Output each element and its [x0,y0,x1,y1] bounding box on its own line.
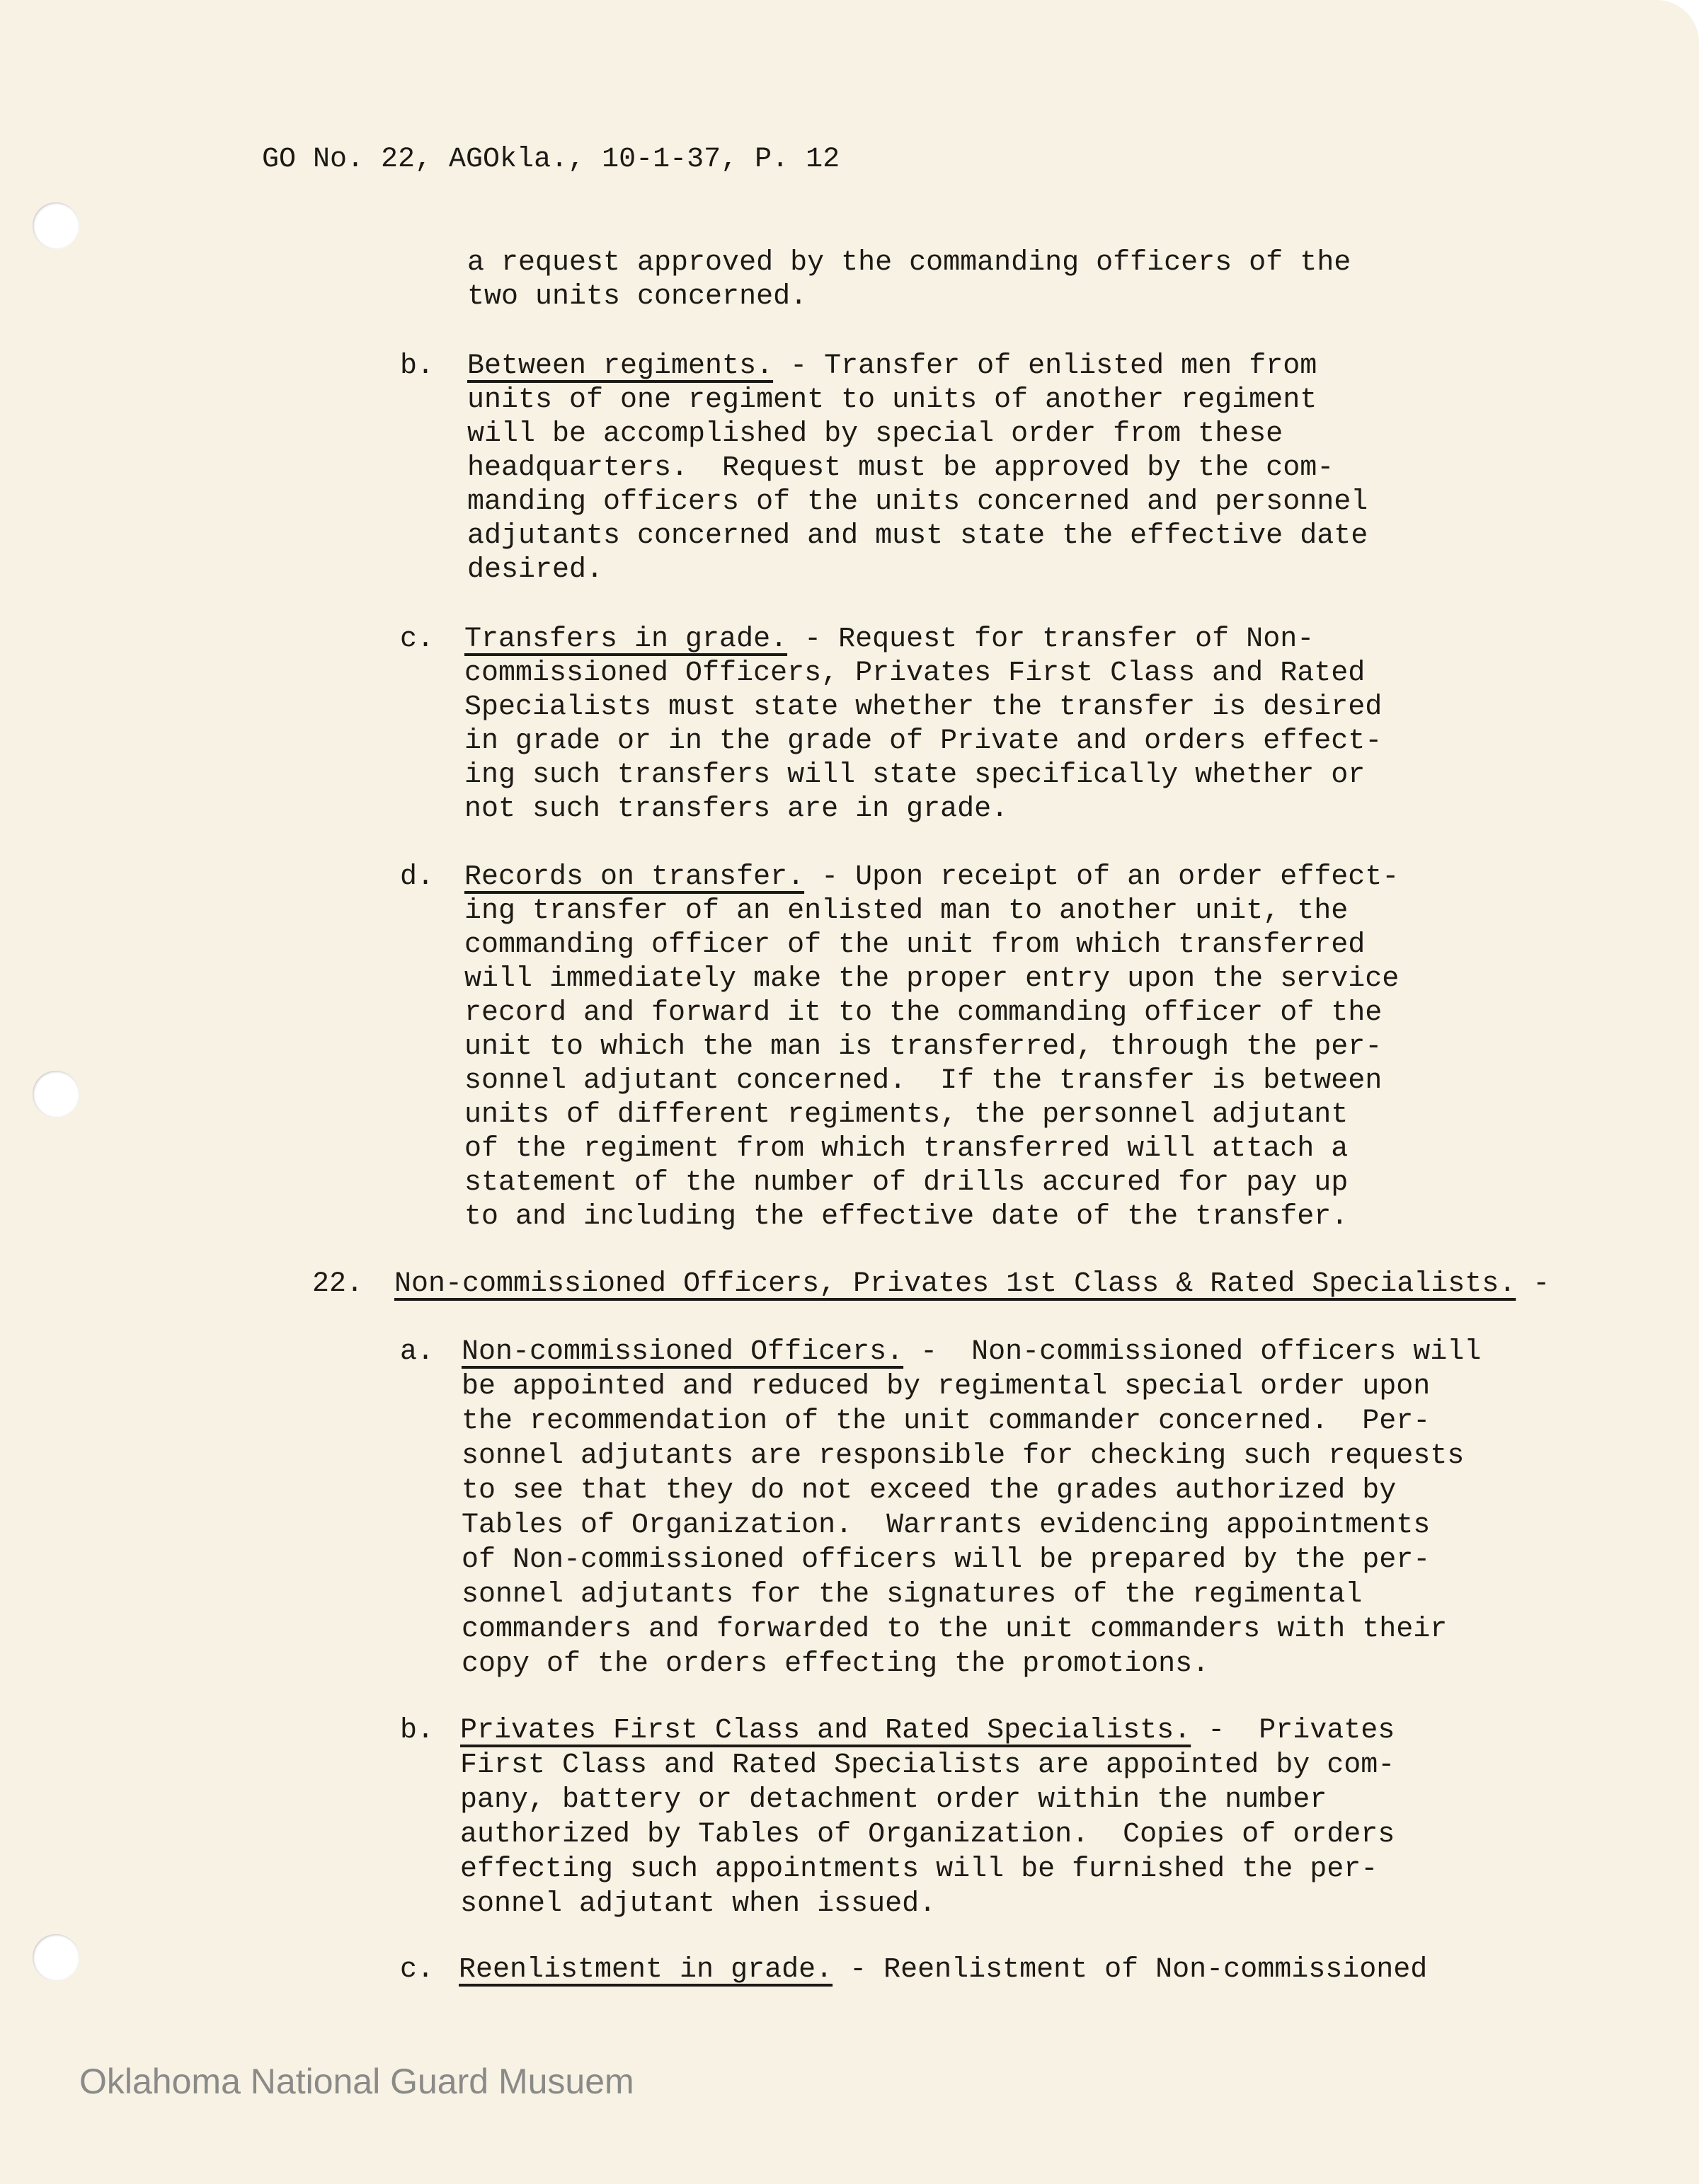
text-line: sonnel adjutant concerned. If the transfer is between [464,1065,1383,1097]
text-line: pany, battery or detachment order within the number [460,1784,1327,1816]
text-line: Specialists must state whether the transfer is desired [464,691,1383,723]
text-line: statement of the number of drills accured for pay up [464,1167,1349,1199]
text-line: ing transfer of an enlisted man to another unit, the [464,895,1349,927]
section-heading-rest: - Request for transfer of Non- [787,623,1315,655]
text-line: adjutants concerned and must state the effective date [467,520,1368,552]
text-line: copy of the orders effecting the promotions. [462,1648,1210,1680]
section-first-line [467,350,1317,384]
punch-hole [33,202,79,249]
text-line: not such transfers are in grade. [464,793,1009,825]
text-line: two units concerned. [467,281,808,313]
text-line: sonnel adjutants are responsible for checking such requests [462,1440,1465,1472]
text-line: Tables of Organization. Warrants evidencing appointments [462,1510,1431,1541]
section-heading: Records on transfer. [464,861,805,893]
text-line: of Non-commissioned officers will be prepared by the per- [462,1544,1431,1576]
punch-hole [33,1071,79,1117]
text-line: to and including the effective date of the transfer. [464,1201,1349,1233]
text-line: ing such transfers will state specifically whether or [464,759,1366,791]
text-line: authorized by Tables of Organization. Copies of orders [460,1819,1395,1851]
section-label: 22. [312,1268,364,1300]
text-line: in grade or in the grade of Private and orders effect- [464,725,1383,757]
text-line: a request approved by the commanding officers of the [467,247,1351,279]
section-first-line [464,623,1314,657]
section-label: b. [400,350,435,382]
text-line: to see that they do not exceed the grades authorized by [462,1475,1397,1507]
section-heading: Non-commissioned Officers, Privates 1st Class & Rated Specialists. [394,1268,1516,1300]
punch-hole [33,1934,79,1981]
section-first-line [394,1268,1550,1301]
text-line: the recommendation of the unit commander concerned. Per- [462,1406,1431,1437]
text-line: commissioned Officers, Privates First Class and Rated [464,657,1366,689]
section-first-line [460,1713,1395,1748]
section-label: b. [400,1715,435,1747]
section-heading-rest: - [1516,1268,1550,1300]
section-heading: Between regiments. [467,350,774,382]
section-heading-rest: - Upon receipt of an order effect- [804,861,1400,893]
text-line: record and forward it to the commanding officer of the [464,997,1383,1029]
section-label: c. [400,623,435,655]
section-label: a. [400,1336,435,1368]
text-line: desired. [467,554,604,586]
text-line: manding officers of the units concerned and personnel [467,486,1368,518]
text-line: unit to which the man is transferred, through the per- [464,1031,1383,1063]
text-line: units of one regiment to units of another regiment [467,384,1317,416]
text-line: headquarters. Request must be approved by the com- [467,452,1334,484]
section-first-line [459,1953,1427,1987]
text-line: will immediately make the proper entry upon the service [464,963,1400,995]
text-line: will be accomplished by special order from these [467,418,1283,450]
section-label: d. [400,861,435,893]
text-line: of the regiment from which transferred will attach a [464,1133,1349,1165]
section-heading-rest: - Privates [1191,1715,1395,1747]
section-first-line [464,861,1399,895]
section-heading: Reenlistment in grade. [459,1954,833,1986]
section-first-line [462,1335,1481,1369]
text-line: First Class and Rated Specialists are appointed by com- [460,1749,1395,1781]
text-line: sonnel adjutants for the signatures of the regimental [462,1579,1363,1611]
section-heading-rest: - Reenlistment of Non-commissioned [833,1954,1428,1986]
text-line: sonnel adjutant when issued. [460,1888,937,1920]
watermark: Oklahoma National Guard Musuem [79,2062,634,2101]
section-heading-rest: - Non-commissioned officers will [903,1336,1482,1368]
section-heading: Non-commissioned Officers. [462,1336,904,1368]
section-label: c. [400,1954,435,1986]
text-line: effecting such appointments will be furnished the per- [460,1853,1378,1885]
text-line: commanders and forwarded to the unit commanders with their [462,1614,1448,1645]
page-header: GO No. 22, AGOkla., 10-1-37, P. 12 [262,144,840,176]
text-line: be appointed and reduced by regimental special order upon [462,1371,1431,1403]
text-line: commanding officer of the unit from which transferred [464,929,1366,961]
text-line: units of different regiments, the personnel adjutant [464,1099,1349,1131]
section-heading: Privates First Class and Rated Specialists. [460,1715,1191,1747]
section-heading: Transfers in grade. [464,623,788,655]
section-heading-rest: - Transfer of enlisted men from [773,350,1317,382]
